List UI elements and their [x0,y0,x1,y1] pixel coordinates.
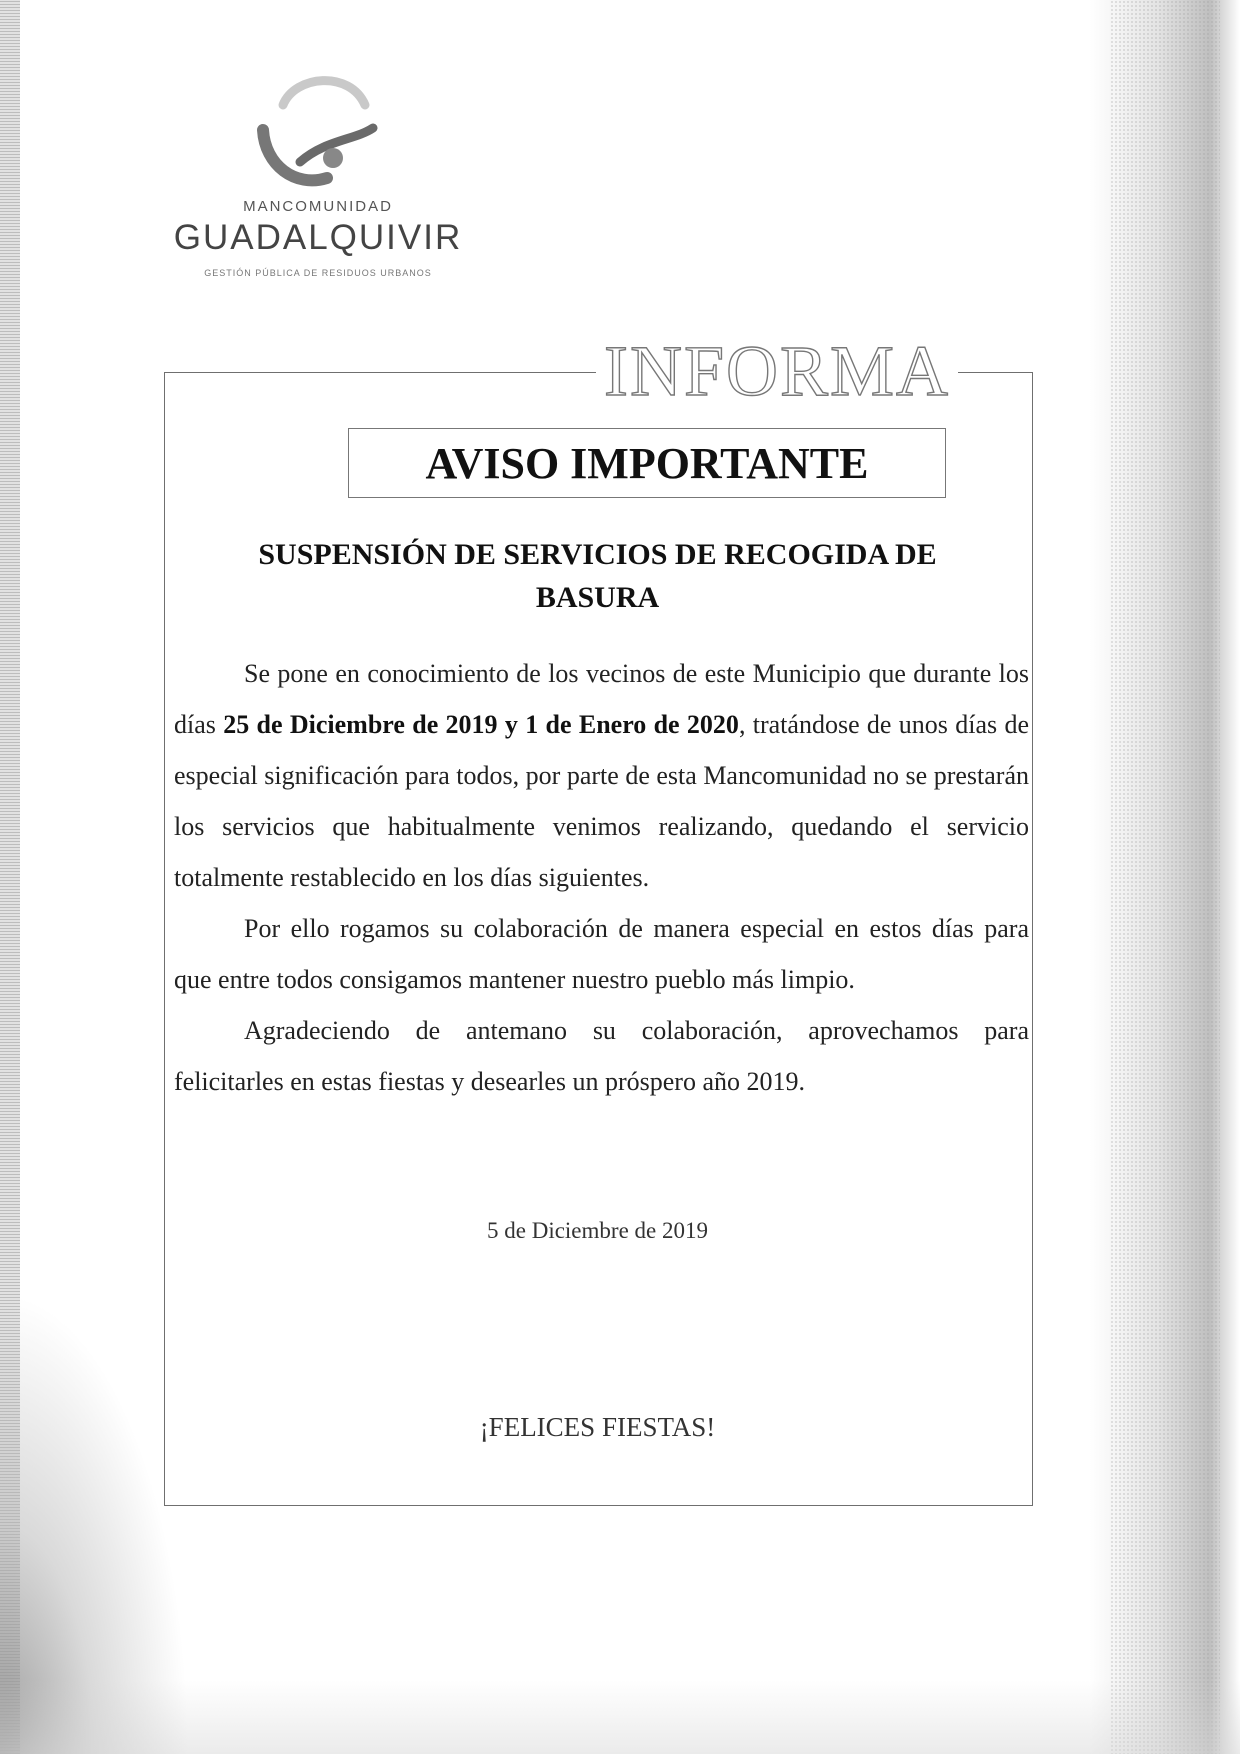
notice-subtitle: SUSPENSIÓN DE SERVICIOS DE RECOGIDA DE BASURA [258,538,937,614]
scan-noise-right [1110,0,1220,1754]
mancomunidad-logo-icon [255,70,380,190]
paragraph-1 [174,648,1029,903]
notice-date: 5 de Diciembre de 2019 [487,1218,708,1243]
logo-tagline: GESTIÓN PÚBLICA DE RESIDUOS URBANOS [204,268,432,278]
suspension-dates: 25 de Diciembre de 2019 y 1 de Enero de 2020 [223,710,739,739]
paragraph-1-start: Se pone en conocimiento de los vecinos de este Municipio que durante los días [174,659,1029,739]
heading-frame [348,428,946,498]
notice-body [174,648,1029,1107]
logo-org-prefix: MANCOMUNIDAD [243,198,393,215]
scan-edge-bottom [0,1680,1240,1754]
notice-heading: AVISO IMPORTANTE [425,438,869,488]
paragraph-1-end: , tratándose de unos días de especial significación para todos, por parte de esta Mancomunidad no se prestarán los servicios que habitualmente venimos realizando, quedando el servicio totalmente restablecido en los días siguientes. [174,710,1029,892]
paragraph-3: Agradeciendo de antemano su colaboración, aprovechamos para felicitarles en estas fiestas y desearles un próspero año 2019. [174,1016,1029,1096]
paragraph-2: Por ello rogamos su colaboración de manera especial en estos días para que entre todos consigamos mantener nuestro pueblo más limpio. [174,914,1029,994]
logo-org-name: GUADALQUIVIR [173,218,463,257]
informa-stamp: INFORMA [596,335,958,407]
closing-greeting: ¡FELICES FIESTAS! [479,1412,716,1442]
